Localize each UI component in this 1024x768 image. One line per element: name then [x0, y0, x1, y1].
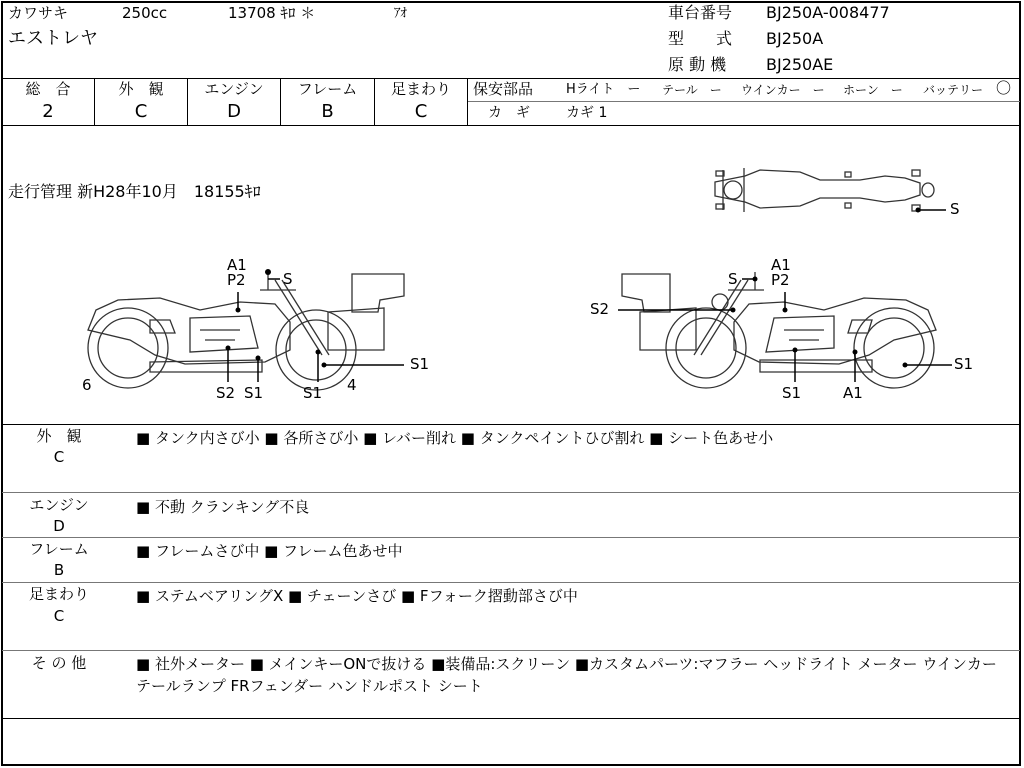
left-s1-right-label: S1: [410, 355, 430, 373]
key-value: カギ 1: [566, 105, 608, 121]
horn-status: ホーン ー: [843, 83, 903, 97]
headlight-status: Hライト ー: [566, 82, 641, 97]
right-a1-bottom-label: A1: [843, 384, 863, 402]
notes-divider-2: [2, 537, 1020, 538]
notes-top-line: [2, 424, 1020, 425]
left-s1-bottom-a-label: S1: [244, 384, 264, 402]
left-view-bike: [88, 269, 404, 390]
winker-status: ウインカー ー: [741, 83, 825, 97]
notes-divider-4: [2, 650, 1020, 651]
left-6-label: 6: [82, 376, 92, 394]
left-p2-label: P2: [227, 271, 246, 289]
note-frame-label: フレーム: [29, 540, 89, 558]
note-other-text: ■ 社外メーター ■ メインキーONで抜ける ■装備品:スクリーン ■カスタムパーツ:マフラー ヘッドライト メーター ウインカー テールランプ FRフェンダー ハンドルポスト シート: [136, 655, 997, 695]
note-suspension-label: 足まわり: [28, 585, 89, 603]
right-view-bike: [618, 272, 952, 388]
notes-bottom-line: [2, 718, 1020, 719]
exterior-grade: C: [134, 101, 148, 122]
overall-label: 総 合: [25, 80, 71, 98]
engine-model-label: 原 動 機: [668, 55, 727, 74]
note-engine-grade: D: [53, 517, 65, 535]
safety-label: 保安部品: [473, 80, 534, 98]
left-a1-label: A1: [227, 256, 247, 274]
running-record: 走行管理 新H28年10月 18155ｷﾛ: [8, 182, 261, 201]
notes-divider-3: [2, 582, 1020, 583]
frame-grade: B: [321, 101, 334, 122]
note-suspension-text: ■ ステムベアリングX ■ チェーンさび ■ Fフォーク摺動部さび中: [136, 587, 578, 605]
mileage: 13708 ｷﾛ ＊: [228, 4, 316, 22]
engine-model: BJ250AE: [766, 55, 834, 74]
note-exterior-label: 外 観: [36, 427, 82, 445]
left-4-label: 4: [347, 376, 357, 394]
note-engine-text: ■ 不動 クランキング不良: [136, 498, 310, 516]
frame-no: BJ250A-008477: [766, 3, 890, 22]
note-other-label: そ の 他: [31, 654, 87, 672]
notes-divider-1: [2, 492, 1020, 493]
top-view-s-label: S: [950, 200, 960, 218]
top-view-bike: [715, 168, 946, 213]
suspension-grade-label: 足まわり: [390, 80, 451, 98]
left-s-label: S: [283, 270, 293, 288]
right-p2-label: P2: [771, 271, 790, 289]
right-s-label: S: [728, 270, 738, 288]
overall-grade: 2: [42, 101, 54, 122]
type-value: BJ250A: [766, 29, 824, 48]
engine-grade-label: エンジン: [204, 80, 264, 98]
note-suspension-grade: C: [53, 607, 65, 625]
taillight-status: テール ー: [662, 83, 722, 97]
battery-label: バッテリー: [923, 83, 984, 97]
note-frame-text: ■ フレームさび中 ■ フレーム色あせ中: [136, 542, 403, 560]
note-frame-grade: B: [53, 561, 65, 579]
right-s2-label: S2: [590, 300, 610, 318]
displacement: 250cc: [122, 4, 168, 22]
right-a1-label: A1: [771, 256, 791, 274]
key-label: カ ギ: [488, 105, 530, 121]
maker: カワサキ: [8, 4, 69, 22]
note-exterior-grade: C: [53, 448, 65, 466]
left-s2-bottom-label: S2: [216, 384, 236, 402]
right-s1-right-label: S1: [954, 355, 974, 373]
frame-no-label: 車台番号: [668, 3, 733, 22]
left-s1-bottom-b-label: S1: [303, 384, 323, 402]
engine-grade: D: [227, 101, 241, 122]
model-name: エストレヤ: [8, 28, 98, 49]
battery-mark: 〇: [996, 79, 1012, 97]
exterior-label: 外 観: [118, 80, 164, 98]
type-label: 型 式: [668, 29, 733, 48]
color: ｱｵ: [394, 6, 407, 21]
right-s1-bottom-label: S1: [782, 384, 802, 402]
suspension-grade: C: [414, 101, 428, 122]
note-engine-label: エンジン: [29, 496, 89, 514]
frame-grade-label: フレーム: [297, 80, 358, 98]
note-exterior-text: ■ タンク内さび小 ■ 各所さび小 ■ レバー削れ ■ タンクペイントひび割れ ■ シート色あせ小: [136, 429, 774, 447]
